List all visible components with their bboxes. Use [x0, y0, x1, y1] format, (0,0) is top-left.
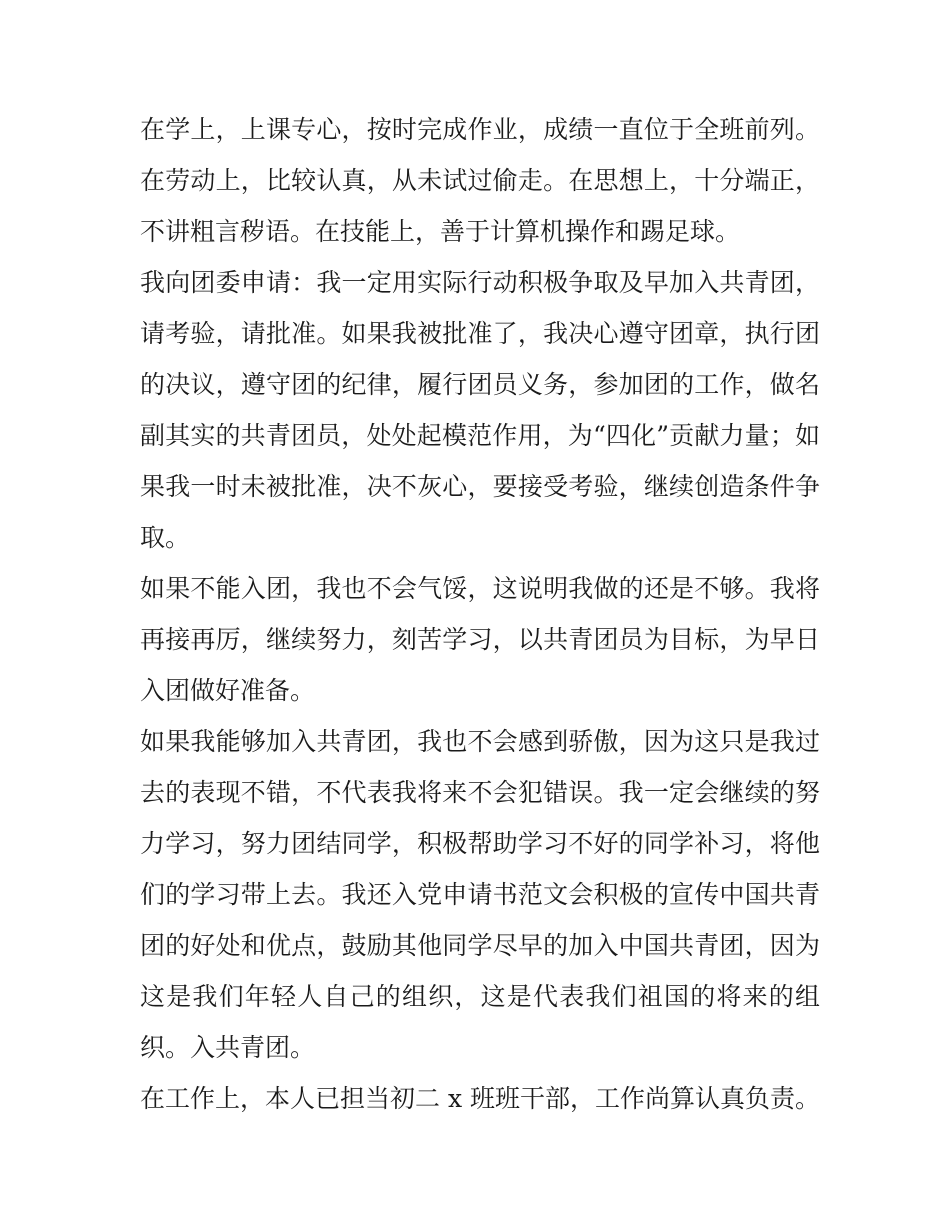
- paragraph-application-statement: 我向团委申请：我一定用实际行动积极争取及早加入共青团，请考验，请批准。如果我被批准了，我决心遵守团章，执行团的决议，遵守团的纪律，履行团员义务，参加团的工作，做名副其实的共青团员，处处起模范作用，为“四化”贡献力量；如果我一时未被批准，决不灰心，要接受考验，继续创造条件争取。: [140, 268, 820, 552]
- paragraph-if-not-admitted: 如果不能入团，我也不会气馁，这说明我做的还是不够。我将再接再厉，继续努力，刻苦学习，以共青团员为目标，为早日入团做好准备。: [140, 574, 820, 705]
- paragraph-if-admitted: 如果我能够加入共青团，我也不会感到骄傲，因为这只是我过去的表现不错，不代表我将来不会犯错误。我一定会继续的努力学习，努力团结同学，积极帮助学习不好的同学补习，将他们的学习带上去。我还入党申请书范文会积极的宣传中国共青团的好处和优点，鼓励其他同学尽早的加入中国共青团，因为这是我们年轻人自己的组织，这是代表我们祖国的将来的组织。入共青团。: [140, 727, 820, 1062]
- paragraph-work-role: 在工作上，本人已担当初二 x 班班干部，工作尚算认真负责。: [140, 1084, 820, 1113]
- paragraph-study-labor-conduct: 在学上，上课专心，按时完成作业，成绩一直位于全班前列。在劳动上，比较认真，从未试过偷走。在思想上，十分端正，不讲粗言秽语。在技能上，善于计算机操作和踢足球。: [140, 115, 820, 246]
- document-body: [140, 104, 820, 1124]
